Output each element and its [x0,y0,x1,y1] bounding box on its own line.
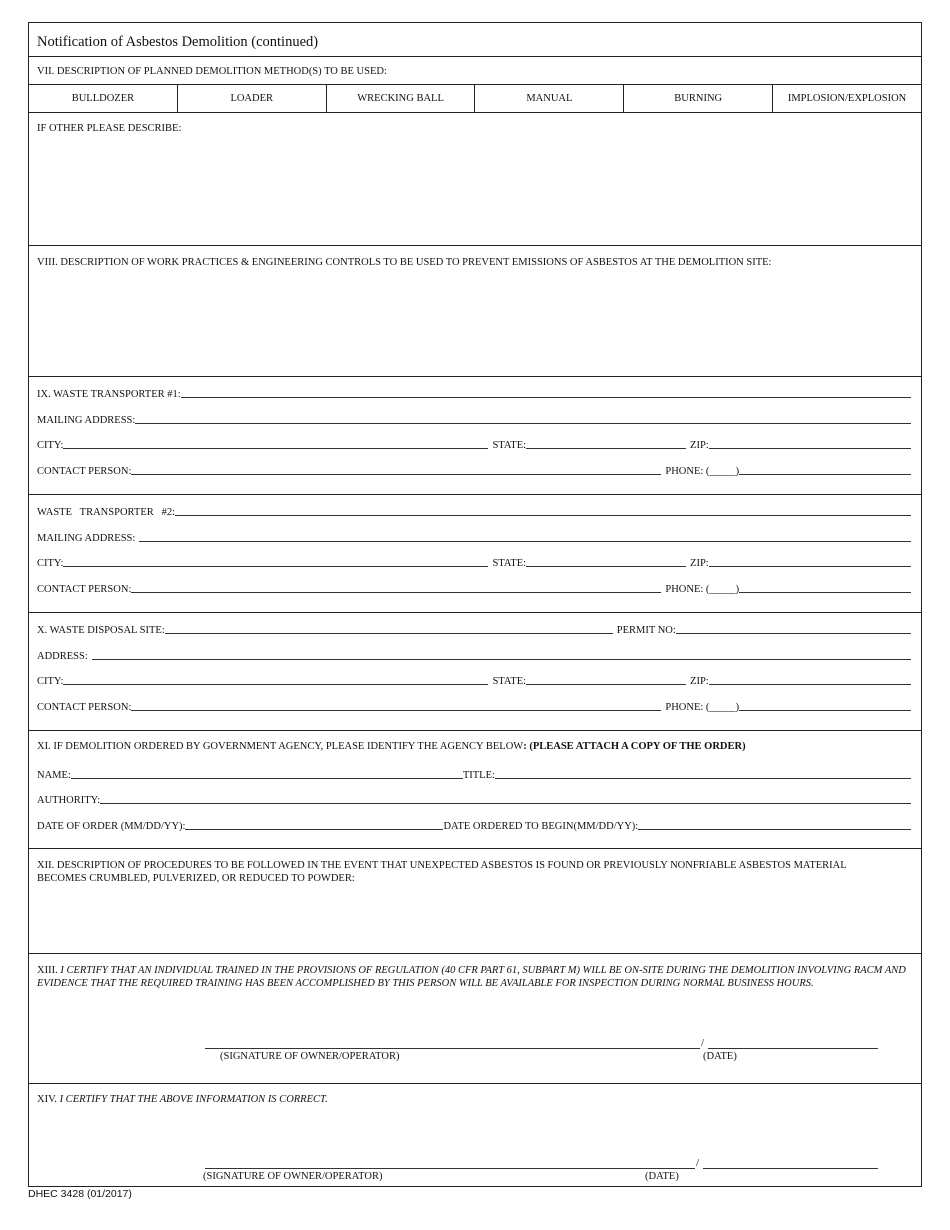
title-label: TITLE: [462,770,495,781]
section-12-box[interactable] [29,849,921,954]
city-field[interactable] [63,684,488,685]
state-label: STATE: [492,440,527,451]
transporter-1-field[interactable] [181,397,911,398]
mailing-address-field[interactable] [135,423,911,424]
signature-date-separator: / [696,1157,700,1169]
title-row [29,23,921,57]
zip-field[interactable] [709,566,911,567]
section-13-number: XIII. [37,965,58,976]
form-number-footer: DHEC 3428 (01/2017) [28,1188,132,1200]
state-label: STATE: [492,558,527,569]
phone-field[interactable] [739,474,911,475]
contact-person-field[interactable] [131,710,661,711]
signature-caption: (SIGNATURE OF OWNER/OPERATOR) [220,1051,400,1062]
section-11-heading [37,741,746,752]
section-7-heading-row [29,57,921,85]
section-14-text-block [37,1094,328,1105]
address-field[interactable] [92,659,911,660]
zip-label: ZIP: [690,558,709,569]
permit-no-label: PERMIT NO: [616,625,676,636]
method-burning[interactable]: BURNING [624,85,773,112]
authority-field[interactable] [100,803,911,804]
name-field[interactable] [71,778,463,779]
section-7-heading: VII. DESCRIPTION OF PLANNED DEMOLITION METHOD(S) TO BE USED: [37,66,387,77]
section-11-heading-text: XI. IF DEMOLITION ORDERED BY GOVERNMENT AGENCY, PLEASE IDENTIFY THE AGENCY BELOW [37,741,524,752]
city-field[interactable] [63,566,488,567]
signature-caption: (SIGNATURE OF OWNER/OPERATOR) [203,1171,383,1182]
state-label: STATE: [492,676,527,687]
contact-person-field[interactable] [131,592,661,593]
contact-person-label: CONTACT PERSON: [37,584,132,595]
date-of-order-label: DATE OF ORDER (MM/DD/YY): [37,821,186,832]
zip-label: ZIP: [690,676,709,687]
state-field[interactable] [526,566,686,567]
section-9-transporter-1 [29,377,921,495]
date-caption: (DATE) [645,1171,679,1182]
state-field[interactable] [526,684,686,685]
contact-person-label: CONTACT PERSON: [37,702,132,713]
phone-label: PHONE: (_____) [665,466,740,477]
transporter-2-field[interactable] [175,515,911,516]
signature-date-line[interactable] [708,1048,878,1049]
state-field[interactable] [526,448,686,449]
phone-label: PHONE: (_____) [665,702,740,713]
transporter-1-label: IX. WASTE TRANSPORTER #1: [37,389,181,400]
mailing-address-label: MAILING ADDRESS: [37,415,136,426]
section-14-statement: I CERTIFY THAT THE ABOVE INFORMATION IS CORRECT. [59,1094,328,1105]
signature-date-line[interactable] [703,1168,878,1169]
city-label: CITY: [37,558,64,569]
disposal-site-label: X. WASTE DISPOSAL SITE: [37,625,165,636]
other-describe-label: IF OTHER PLEASE DESCRIBE: [37,123,182,134]
methods-row [29,85,921,113]
section-9-transporter-2 [29,495,921,613]
section-13-certification [29,954,921,1084]
section-12-heading: XII. DESCRIPTION OF PROCEDURES TO BE FOLLOWED IN THE EVENT THAT UNEXPECTED ASBESTOS IS FOUND OR PREVIOUSLY NONFRIABLE ASBESTOS MATERIAL BECOMES CRUMBLED, PULVERIZED, OR REDUCED TO POWDER: [37,860,847,884]
phone-field[interactable] [739,592,911,593]
signature-date-separator: / [701,1037,705,1049]
permit-no-field[interactable] [676,633,911,634]
authority-label: AUTHORITY: [37,795,101,806]
section-8-box[interactable] [29,246,921,377]
section-11-agency [29,731,921,849]
title-field[interactable] [495,778,911,779]
disposal-site-field[interactable] [165,633,613,634]
section-14-certification [29,1084,921,1188]
zip-field[interactable] [709,684,911,685]
method-loader[interactable]: LOADER [178,85,327,112]
phone-label: PHONE: (_____) [665,584,740,595]
page-title: Notification of Asbestos Demolition (continued) [37,34,319,50]
date-ordered-begin-field[interactable] [638,829,911,830]
mailing-address-field[interactable] [139,541,911,542]
name-label: NAME: [37,770,71,781]
method-manual[interactable]: MANUAL [475,85,624,112]
phone-field[interactable] [739,710,911,711]
date-of-order-field[interactable] [185,829,443,830]
mailing-address-label: MAILING ADDRESS: [37,533,136,544]
zip-field[interactable] [709,448,911,449]
owner-signature-line[interactable] [205,1168,695,1169]
section-8-heading: VIII. DESCRIPTION OF WORK PRACTICES & ENGINEERING CONTROLS TO BE USED TO PREVENT EMISSIONS OF ASBESTOS AT THE DEMOLITION SITE: [37,257,772,268]
city-label: CITY: [37,676,64,687]
section-13-text-block [37,964,911,990]
date-caption: (DATE) [703,1051,737,1062]
contact-person-field[interactable] [131,474,661,475]
zip-label: ZIP: [690,440,709,451]
contact-person-label: CONTACT PERSON: [37,466,132,477]
section-13-statement: I CERTIFY THAT AN INDIVIDUAL TRAINED IN THE PROVISIONS OF REGULATION (40 CFR PART 61, SUBPART M) WILL BE ON-SITE DURING THE DEMOLITION INVOLVING RACM AND EVIDENCE THAT THE REQUIRED TRAINING HAS BEEN ACCOMPLISHED BY THIS PERSON WILL BE AVAILABLE FOR INSPECTION DURING NORMAL BUSINESS HOURS. [37,965,906,989]
date-ordered-begin-label: DATE ORDERED TO BEGIN(MM/DD/YY): [443,821,639,832]
section-11-heading-bold: : (PLEASE ATTACH A COPY OF THE ORDER) [523,741,746,752]
transporter-2-label: WASTE TRANSPORTER #2: [37,507,176,518]
method-wrecking-ball[interactable]: WRECKING BALL [327,85,476,112]
section-14-number: XIV. [37,1094,57,1105]
city-field[interactable] [63,448,488,449]
address-label: ADDRESS: [37,651,88,662]
other-describe-box[interactable] [29,113,921,246]
asbestos-form [28,22,922,1187]
method-bulldozer[interactable]: BULLDOZER [29,85,178,112]
city-label: CITY: [37,440,64,451]
owner-signature-line[interactable] [205,1048,700,1049]
method-implosion-explosion[interactable]: IMPLOSION/EXPLOSION [787,93,907,104]
section-10-disposal [29,613,921,731]
